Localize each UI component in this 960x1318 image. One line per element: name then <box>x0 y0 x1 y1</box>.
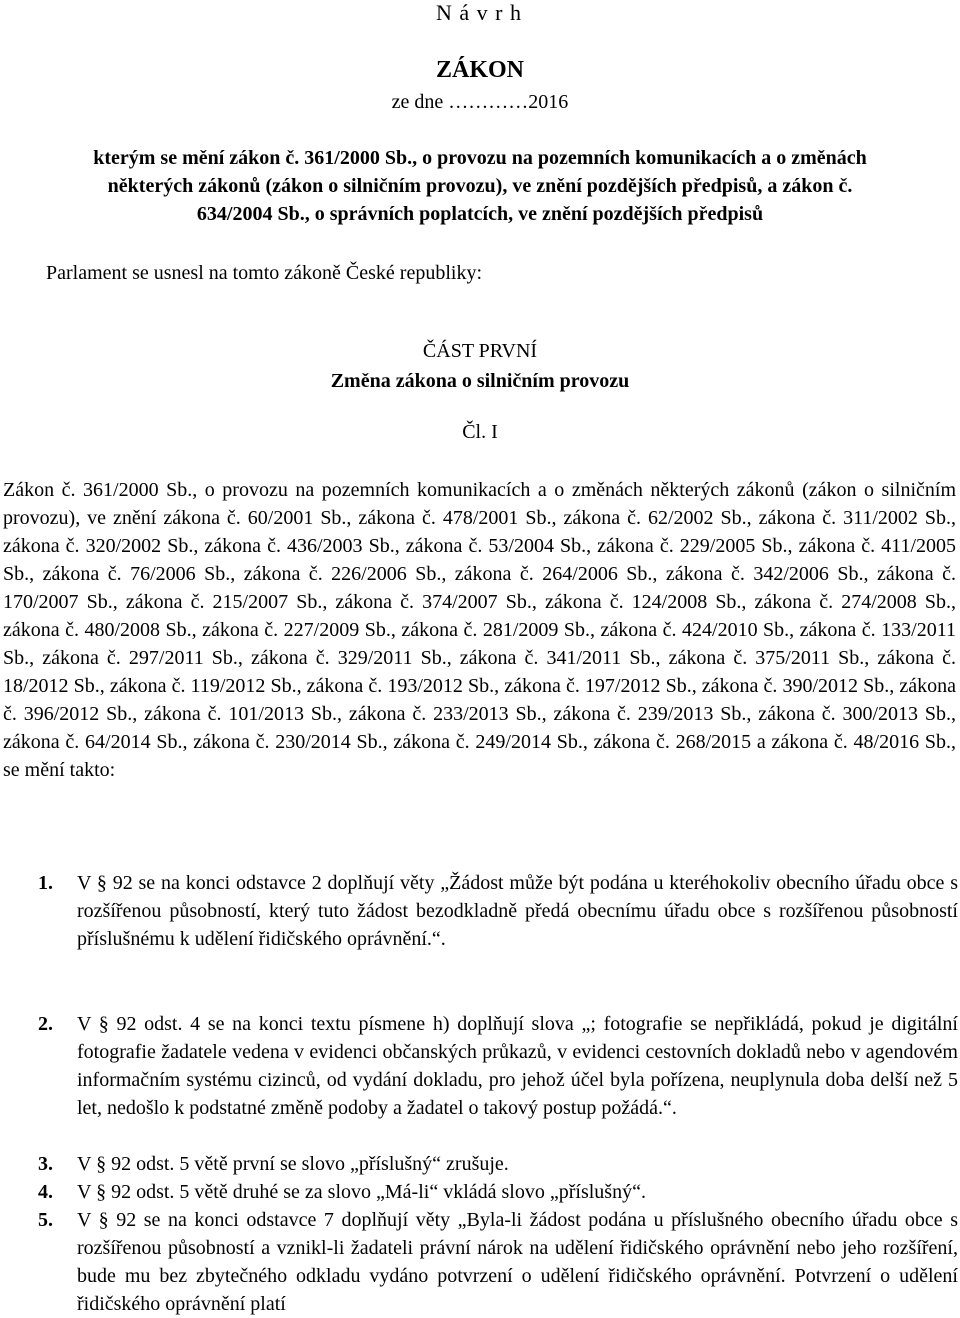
item-text: V § 92 se na konci odstavce 2 doplňují věty „Žádost může být podána u kteréhokoliv obecního úřadu obce s rozšířenou působností, který tuto žádost bezodkladně předá obecnímu úřadu obce s rozšířenou působností příslušnému k udělení řidičského oprávnění.“. <box>77 872 958 950</box>
amendment-item-4 <box>38 1178 958 1206</box>
subject-line-3: 634/2004 Sb., o správních poplatcích, ve znění pozdějších předpisů <box>196 203 764 225</box>
item-text: V § 92 se na konci odstavce 7 doplňují věty „Byla-li žádost podána u příslušného obecního úřadu obce s rozšířenou působností a vznikl-li žadateli právní nárok na udělení řidičského oprávnění nebo jeho rozšíření, bude mu bez zbytečného odkladu vydáno potvrzení o udělení řidičského oprávnění. Potvrzení o udělení řidičského oprávnění platí <box>77 1209 958 1315</box>
amendment-item-1 <box>38 869 958 953</box>
draft-label: N á v r h <box>436 0 522 25</box>
amendment-item-3 <box>38 1150 958 1178</box>
amendments-intro-text: Zákon č. 361/2000 Sb., o provozu na pozemních komunikacích a o změnách některých zákonů (zákon o silničním provozu), ve znění zákona č. 60/2001 Sb., zákona č. 478/2001 Sb., zákona č. 62/2002 Sb., zákona č. 311/2002 Sb., zákona č. 320/2002 Sb., zákona č. 436/2003 Sb., zákona č. 53/2004 Sb., zákona č. 229/2005 Sb., zákona č. 411/2005 Sb., zákona č. 76/2006 Sb., zákona č. 226/2006 Sb., zákona č. 264/2006 Sb., zákona č. 342/2006 Sb., zákona č. 170/2007 Sb., zákona č. 215/2007 Sb., zákona č. 374/2007 Sb., zákona č. 124/2008 Sb., zákona č. 274/2008 Sb., zákona č. 480/2008 Sb., zákona č. 227/2009 Sb., zákona č. 281/2009 Sb., zákona č. 424/2010 Sb., zákona č. 133/2011 Sb., zákona č. 297/2011 Sb., zákona č. 329/2011 Sb., zákona č. 341/2011 Sb., zákona č. 375/2011 Sb., zákona č. 18/2012 Sb., zákona č. 119/2012 Sb., zákona č. 193/2012 Sb., zákona č. 197/2012 Sb., zákona č. 390/2012 Sb., zákona č. 396/2012 Sb., zákona č. 101/2013 Sb., zákona č. 233/2013 Sb., zákona č. 239/2013 Sb., zákona č. 300/2013 Sb., zákona č. 64/2014 Sb., zákona č. 230/2014 Sb., zákona č. 249/2014 Sb., zákona č. 268/2015 a zákona č. 48/2016 Sb., se mění takto: <box>3 479 956 781</box>
law-title: ZÁKON <box>435 57 524 83</box>
amendments-intro <box>3 476 956 784</box>
subject-line-1: kterým se mění zákon č. 361/2000 Sb., o provozu na pozemních komunikacích a o změnách <box>93 147 867 169</box>
item-number: 1. <box>38 872 53 894</box>
item-number: 3. <box>38 1153 53 1175</box>
part-title: ČÁST PRVNÍ <box>422 340 538 362</box>
article-number: Čl. I <box>462 421 498 443</box>
amendment-item-5 <box>38 1206 958 1318</box>
amendment-item-2 <box>38 1010 958 1122</box>
part-subtitle: Změna zákona o silničním provozu <box>330 370 630 392</box>
item-number: 4. <box>38 1181 53 1203</box>
item-text: V § 92 odst. 5 větě první se slovo „příslušný“ zrušuje. <box>77 1153 509 1175</box>
subject-line-2: některých zákonů (zákon o silničním provozu), ve znění pozdějších předpisů, a zákon č. <box>107 175 853 197</box>
date-line: ze dne …………2016 <box>391 91 569 113</box>
item-text: V § 92 odst. 5 větě druhé se za slovo „Má-li“ vkládá slovo „příslušný“. <box>77 1181 646 1203</box>
preamble: Parlament se usnesl na tomto zákoně České republiky: <box>46 262 483 284</box>
item-number: 2. <box>38 1013 53 1035</box>
item-text: V § 92 odst. 4 se na konci textu písmene h) doplňují slova „; fotografie se nepřikládá, pokud je digitální fotografie žadatele vedena v evidenci občanských průkazů, v evidenci cestovních dokladů nebo v agendovém informačním systému cizinců, od vydání dokladu, pro jehož účel byla pořízena, neuplynula doba delší než 5 let, nedošlo k podstatné změně podoby a žadatel o takový postup požádá.“. <box>77 1013 958 1119</box>
item-number: 5. <box>38 1209 53 1231</box>
